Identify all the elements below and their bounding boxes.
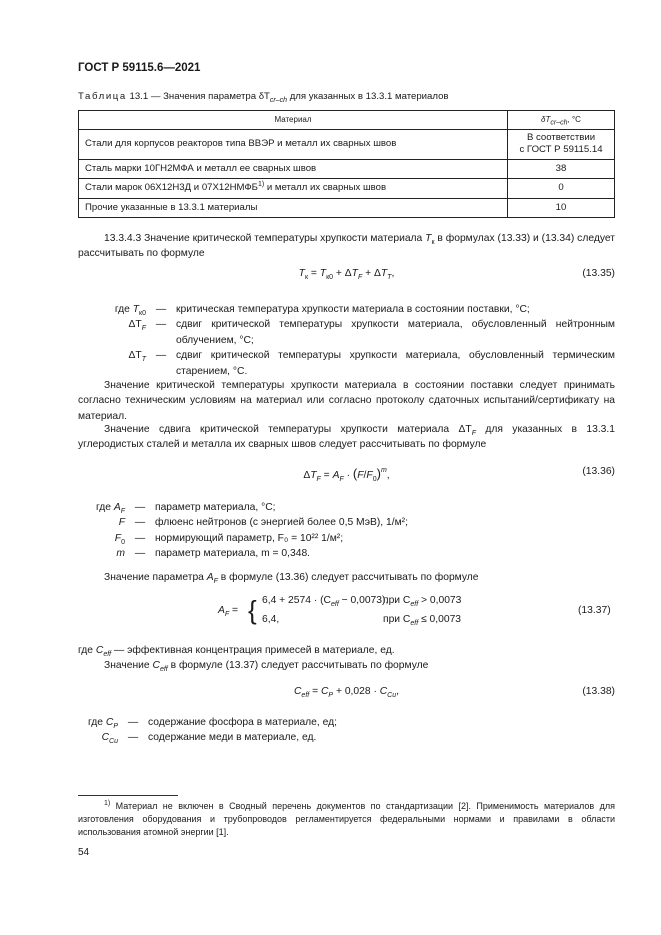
equation-13-38 — [78, 684, 615, 704]
table-row — [79, 130, 615, 160]
definition-item: где $C_P$ — содержание фосфора в материале, ед; — [88, 717, 337, 731]
table-row — [79, 179, 615, 198]
col-material-header: Материал — [79, 111, 508, 130]
table-caption — [78, 90, 449, 104]
definition-item: где $A_F$ — параметр материала, °С; — [95, 502, 276, 516]
value-cell: 10 — [508, 198, 615, 217]
definition-item: $C_{Cu}$ — содержание меди в материале, ед. — [101, 732, 317, 746]
col-value-header: $\delta T_{cr-ch}$, °С — [508, 111, 615, 130]
footnote: $^{1)}$ Материал не включен в Сводный перечень документов по стандартизации [2]. Применимость материалов для изготовления оборудования и трубопроводов регламентируется федеральными нормами и правилами в области использования атомной энергии [1]. — [78, 800, 615, 838]
table-header-row — [79, 111, 615, 130]
value-cell: 38 — [508, 159, 615, 178]
definition-item: где $T_{к0}$ — критическая температура хрупкости материала в состоянии поставки, °С; — [114, 304, 530, 318]
paragraph-13-3-4-3: 13.3.4.3 Значение критической температуры хрупкости материала $T_к$ в формулах (13.33) и (13.34) следует рассчитывать по формуле — [78, 233, 615, 260]
paragraph-dtf: Значение сдвига критической температуры хрупкости материала $\Delta T_F$ для указанных в 13.3.1 углеродистых сталей и металла их сварных швов следует рассчитывать по формуле — [78, 424, 615, 451]
equation-number: (13.37) — [578, 605, 611, 616]
table-caption-sub: cr–ch — [269, 96, 288, 104]
definition-item: $\Delta T_T$ — сдвиг критической температуры хрупкости материала, обусловленный термическим старением, °С. — [128, 350, 615, 377]
table-caption-text: 13.1 — Значения параметра δT — [129, 91, 270, 102]
equation-13-36-expression: $\Delta T_F = A_F \cdot (F/F_0)^m$, — [303, 466, 390, 484]
paragraph-ceff: Значение $C_{eff}$ в формуле (13.37) следует рассчитывать по формуле — [104, 660, 429, 674]
definition-item: $F_0$ — нормирующий параметр, F₀ = 10²² 1/м²; — [114, 532, 344, 546]
value-cell: 0 — [508, 179, 615, 198]
page-number: 54 — [78, 847, 90, 858]
paragraph-af: Значение параметра $A_F$ в формуле (13.36) следует рассчитывать по формуле — [104, 572, 479, 586]
footnote-divider — [78, 795, 178, 796]
definition-item: F — флюенс нейтронов (с энергией более 0,5 МэВ), 1/м²; — [118, 517, 408, 529]
material-cell: Стали для корпусов реакторов типа ВВЭР и металл их сварных швов — [79, 130, 508, 160]
paragraph-tk0: Значение критической температуры хрупкости материала в состоянии поставки следует принимать согласно техническим условиям на материал или согласно протоколу сдаточных испытаний/сертификату на материал. — [78, 380, 615, 422]
equation-13-37-expression: $A_F$ = { $6,4 + 2574 \cdot (C_{eff} - 0,0073)$, при $C_{eff} > 0,0073$ 6,4, при $C_{eff} \le 0,0073$ — [218, 595, 462, 628]
table-caption-word: Таблица — [78, 91, 127, 102]
equation-number: (13.36) — [582, 466, 615, 477]
equation-13-35-expression: $T_к = T_{к0} + \Delta T_F + \Delta T_T$, — [298, 268, 395, 282]
equation-13-35 — [78, 266, 615, 286]
table-row — [79, 198, 615, 217]
standard-header: ГОСТ Р 59115.6—2021 — [78, 62, 201, 74]
equation-13-38-expression: $C_{eff} = C_P + 0,028 \cdot C_{Cu}$, — [293, 686, 399, 700]
definitions-13-36 — [78, 500, 615, 562]
material-cell: Сталь марки 10ГН2МФА и металл ее сварных швов — [79, 159, 508, 178]
definition-item: $\Delta T_F$ — сдвиг критической температуры хрупкости материала, обусловленный нейтронным облучением, °С; — [128, 319, 615, 346]
equation-number: (13.35) — [582, 268, 615, 279]
definition-ceff: где $C_{eff}$ — эффективная концентрация примесей в материале, ед. — [78, 645, 395, 659]
value-cell: В соответствии с ГОСТ Р 59115.14 — [508, 130, 615, 160]
footnote-mark: 1) — [104, 800, 111, 807]
table-row — [79, 159, 615, 178]
definitions-13-38 — [78, 715, 615, 746]
parameter-table — [78, 110, 615, 218]
definition-item: m — параметр материала, m = 0,348. — [116, 548, 311, 560]
equation-number: (13.38) — [582, 686, 615, 697]
material-cell: Прочие указанные в 13.3.1 материалы — [79, 198, 508, 217]
material-cell: Стали марок 06Х12Н3Д и 07Х12НМФБ$^{1)}$ и металл их сварных швов — [79, 179, 508, 198]
table-caption-tail: для указанных в 13.3.1 материалов — [287, 91, 449, 102]
definitions-13-35 — [78, 302, 615, 379]
footnote-ref: 1) — [257, 181, 265, 189]
equation-13-36 — [78, 464, 615, 484]
